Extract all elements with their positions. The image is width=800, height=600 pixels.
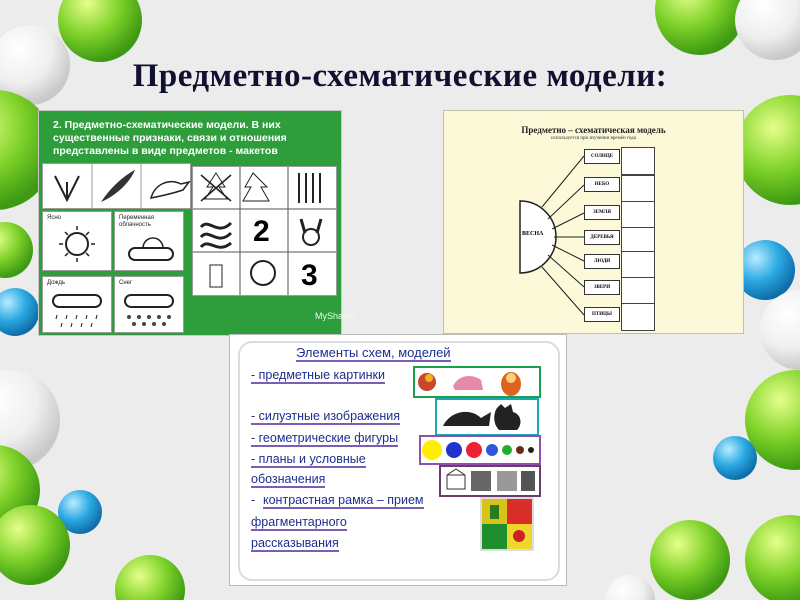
birds-picture-icon — [621, 303, 655, 331]
model-box: ДЕРЕВЬЯ — [584, 230, 620, 245]
list-item: обозначения — [251, 472, 326, 486]
plans-frame — [439, 465, 541, 497]
list-item: рассказывания — [251, 536, 339, 550]
color-circle — [466, 442, 482, 458]
color-circle — [486, 444, 498, 456]
geometric-shapes-frame — [419, 435, 541, 465]
weather-label: Дождь — [47, 280, 66, 286]
model-box: ЗВЕРИ — [584, 280, 620, 295]
toy-pictures-icon — [415, 368, 539, 396]
seasons-model-card — [443, 110, 744, 334]
card2-subtitle: используется при изучении времён года — [551, 136, 636, 141]
number-two: 2 — [253, 215, 270, 248]
list-item: - геометрические фигуры — [251, 431, 399, 445]
color-circle — [516, 446, 524, 454]
model-box: ПТИЦЫ — [584, 307, 620, 322]
list-item: - силуэтные изображения — [251, 409, 400, 423]
silhouettes-frame — [435, 398, 539, 436]
fragment-picture-icon — [482, 499, 532, 549]
subject-model-card — [38, 110, 357, 336]
people-picture-icon — [621, 251, 655, 279]
ground-picture-icon — [621, 201, 655, 229]
silhouette-animals-icon — [437, 400, 537, 434]
list-item: контрастная рамка – прием — [263, 493, 424, 507]
model-box: ЗЕМЛЯ — [584, 205, 620, 220]
subject-pictures-frame — [413, 366, 541, 398]
symbol-icons — [43, 164, 190, 208]
list-dash: - — [251, 493, 256, 507]
number-three: 3 — [301, 259, 318, 292]
contrast-frame-picture — [480, 497, 534, 551]
card3-title: Элементы схем, моделей — [296, 345, 451, 360]
weather-snow — [114, 276, 184, 333]
card1-heading: 2. Предметно-схематические модели. В них существенные признаки, связи и отношения представлены в виде предметов - макетов — [53, 119, 287, 157]
watermark: MyShared — [315, 311, 357, 321]
model-box: СОЛНЦЕ — [584, 149, 620, 164]
sun-picture-icon — [621, 147, 655, 175]
weather-rain — [42, 276, 112, 333]
list-item: фрагментарного — [251, 515, 347, 529]
model-box: НЕБО — [584, 177, 620, 192]
color-circle — [446, 442, 462, 458]
symbols-row — [42, 163, 191, 209]
animals-picture-icon — [621, 277, 655, 305]
plan-symbols-icon — [441, 467, 539, 495]
color-circles-icon — [421, 437, 539, 463]
center-label: ВЕСНА — [522, 231, 544, 237]
model-box: ЛЮДИ — [584, 254, 620, 269]
color-circle — [502, 445, 512, 455]
arrows-diagram — [444, 111, 743, 333]
weather-clear — [42, 211, 112, 271]
weather-label: Переменная облачность — [119, 215, 154, 228]
slide-title: Предметно-схематические модели: — [132, 58, 668, 94]
symbols-grid — [192, 166, 337, 296]
color-circle — [422, 440, 442, 460]
schema-elements-card — [229, 334, 567, 586]
sky-picture-icon — [621, 175, 655, 203]
weather-label: Ясно — [47, 215, 61, 221]
card2-title: Предметно – схематическая модель — [521, 125, 666, 135]
list-item: - планы и условные — [251, 452, 366, 466]
list-item: - предметные картинки — [251, 368, 385, 382]
color-circle — [528, 447, 534, 453]
weather-label: Снег — [119, 280, 133, 286]
weather-partly-cloudy — [114, 211, 184, 271]
